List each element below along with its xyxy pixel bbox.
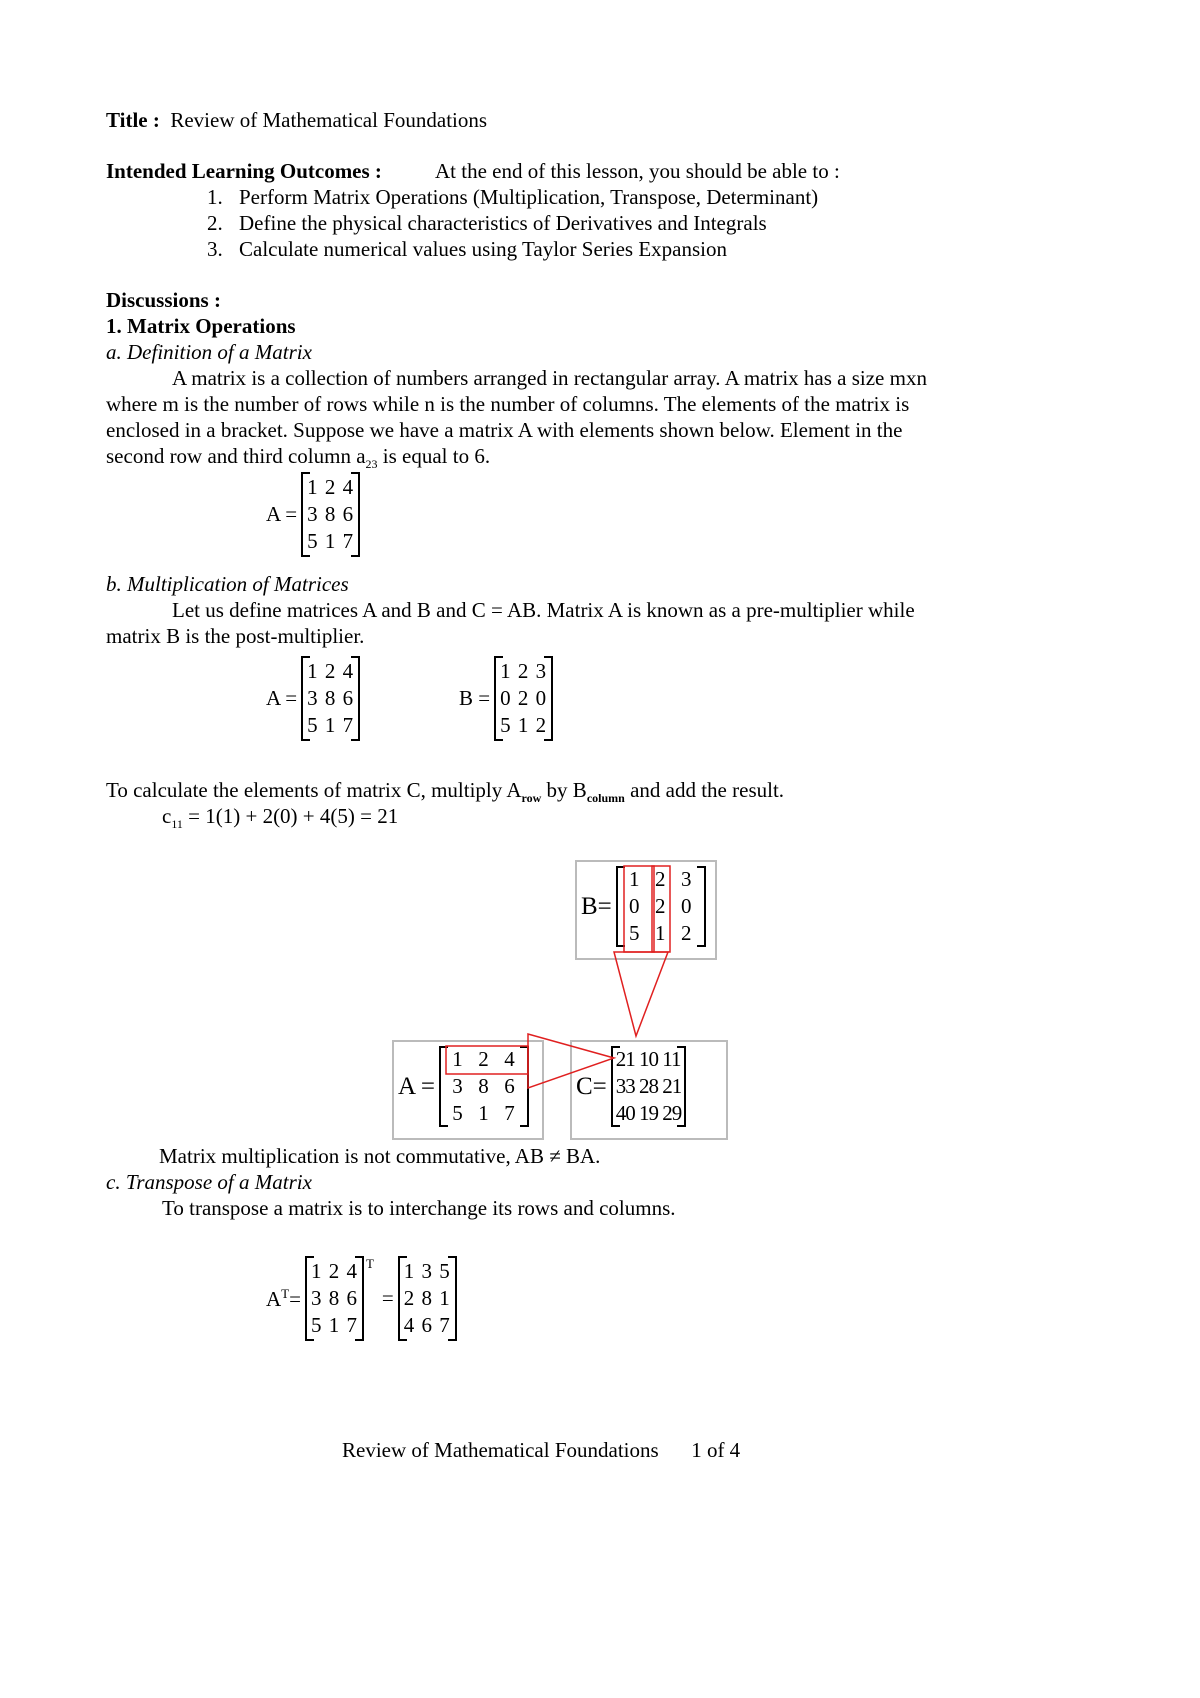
right-arrow (528, 1034, 614, 1088)
outcome-2: 2. Define the physical characteristics of Derivatives and Integrals (207, 211, 767, 235)
subheading-c: c. Transpose of a Matrix (106, 1170, 312, 1194)
paragraph-b-line: Let us define matrices A and B and C = AB. Matrix A is known as a pre-multiplier while (172, 598, 915, 622)
figure-matrix-c: C= 21 10 11 33 28 21 40 19 29 (570, 1040, 728, 1140)
matrix-bracket: 1 2 4 3 8 6 5 1 7 (301, 472, 360, 557)
down-arrow (614, 952, 668, 1036)
paragraph-a-line: where m is the number of rows while n is the number of columns. The elements of the matrix is (106, 392, 910, 416)
paragraph-b-line: matrix B is the post-multiplier. (106, 624, 365, 648)
page-number: 1 of 4 (691, 1438, 741, 1462)
matrix-a-multiplication: A = 1 2 4 3 8 6 5 1 7 (266, 656, 360, 741)
paragraph-a-line: enclosed in a bracket. Suppose we have a matrix A with elements shown below. Element in the (106, 418, 903, 442)
ilo-intro: At the end of this lesson, you should be able to : (435, 159, 840, 183)
matrix-bracket: 1 2 3 0 2 0 5 1 2 (616, 866, 706, 947)
matrix-a-definition: A = 1 2 4 3 8 6 5 1 7 (266, 472, 360, 557)
commutative-note: Matrix multiplication is not commutative, AB ≠ BA. (159, 1144, 601, 1168)
paragraph-a-line: second row and third column $a_{23}$ is equal to 6. (106, 444, 491, 472)
matrix-bracket: 1 3 5 2 8 1 4 6 7 (398, 1256, 457, 1341)
footer (342, 1436, 740, 1464)
title-label: Title : (106, 108, 160, 132)
outcome-1: 1. Perform Matrix Operations (Multiplication, Transpose, Determinant) (207, 185, 819, 209)
c11-equation: $c_{11} = 1(1) + 2(0) + 4(5) = 21$ (162, 804, 399, 832)
section-heading: 1. Matrix Operations (106, 314, 296, 338)
footer-title: Review of Mathematical Foundations (342, 1438, 659, 1462)
discussions-heading: Discussions : (106, 288, 221, 312)
outcome-3: 3. Calculate numerical values using Taylor Series Expansion (207, 237, 728, 261)
title-text: Review of Mathematical Foundations (170, 108, 488, 132)
figure-matrix-a: A = 1 2 4 3 8 6 5 1 7 (392, 1040, 544, 1140)
matrix-b-multiplication: B = 1 2 3 0 2 0 5 1 2 (459, 656, 553, 741)
subheading-b: b. Multiplication of Matrices (106, 572, 349, 596)
transpose-equation: $A^T=$ 1 2 4 3 8 6 5 1 7 T = 1 3 5 2 8 1 4 6 7 (266, 1256, 457, 1341)
column-highlight (624, 866, 654, 952)
subheading-a: a. Definition of a Matrix (106, 340, 312, 364)
paragraph-c: To transpose a matrix is to interchange its rows and columns. (162, 1196, 676, 1220)
figure-matrix-b: B= 1 2 3 0 2 0 5 1 2 (575, 860, 717, 960)
paragraph-a-line: A matrix is a collection of numbers arranged in rectangular array. A matrix has a size mxn (172, 366, 927, 390)
row-highlight (446, 1046, 528, 1074)
matrix-bracket: 1 2 4 3 8 6 5 1 7 (305, 1256, 364, 1341)
ilo-label: Intended Learning Outcomes : (106, 159, 382, 183)
matrix-bracket: 1 2 4 3 8 6 5 1 7 (301, 656, 360, 741)
calculation-instruction: To calculate the elements of matrix C, multiply $A_{row}$ by $B_{column}$ and add the result. (106, 778, 785, 806)
matrix-bracket: 1 2 3 0 2 0 5 1 2 (494, 656, 553, 741)
matrix-bracket: 21 10 11 33 28 21 40 19 29 (611, 1046, 687, 1127)
matrix-bracket: 1 2 4 3 8 6 5 1 7 (439, 1046, 529, 1127)
